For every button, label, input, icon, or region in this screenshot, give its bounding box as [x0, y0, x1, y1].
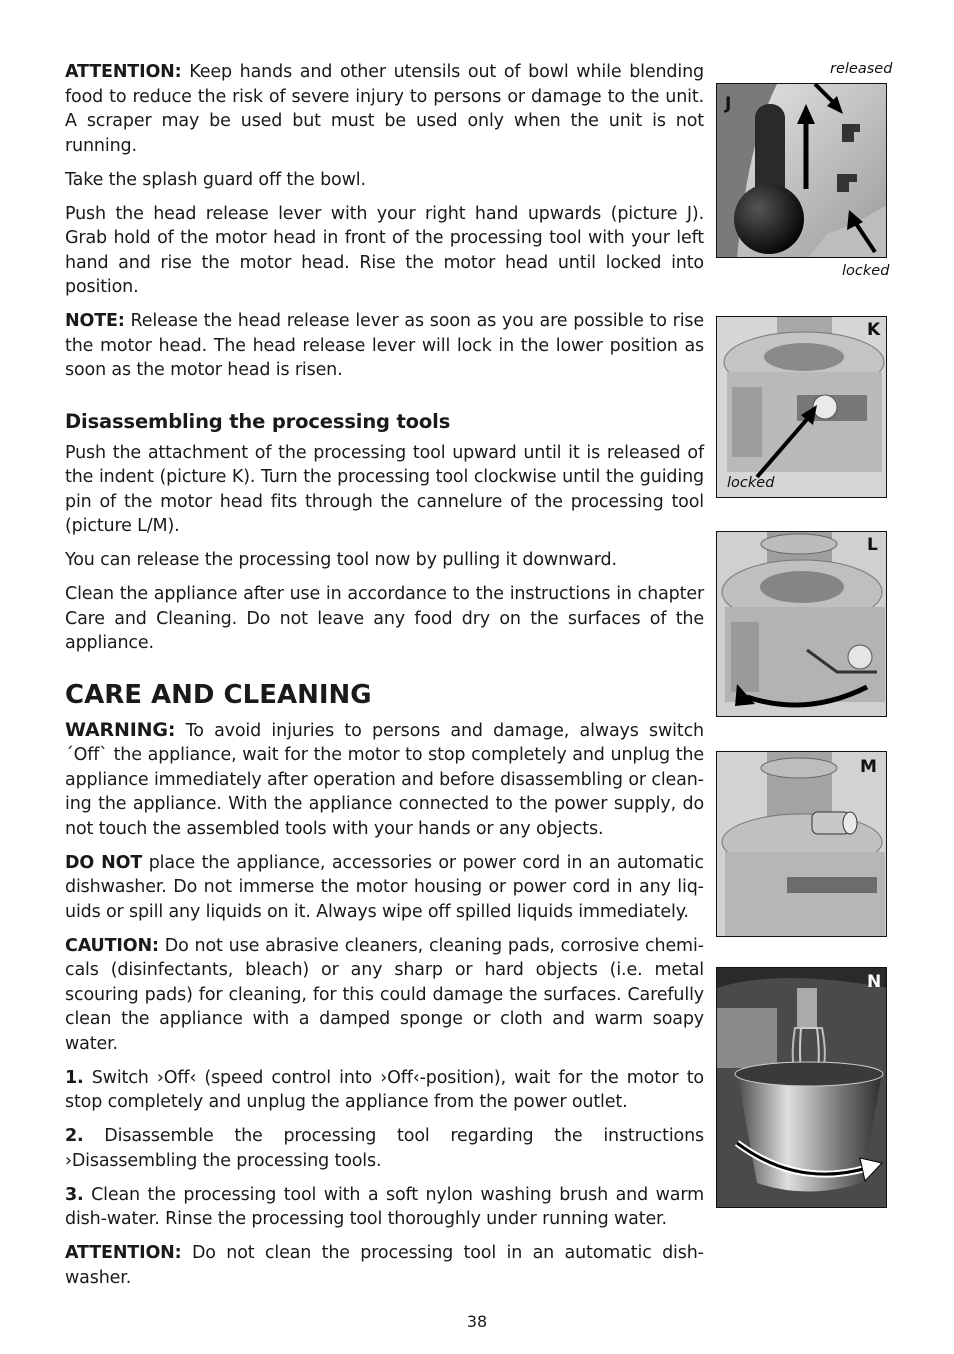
note-text: Release the head release lever as soon as you are possible to rise the motor head. The head release lever will lock in the lower position as soon as the motor head is risen.: [65, 311, 704, 380]
attention-paragraph: [65, 60, 704, 158]
figure-l-illustration: [717, 532, 887, 717]
final-attention-paragraph: [65, 1241, 704, 1290]
step-2-number: 2.: [65, 1126, 84, 1146]
figure-j-caption-locked: locked: [842, 263, 890, 279]
step-2-paragraph: [65, 1124, 704, 1173]
step-3-text: Clean the processing tool with a soft nylon washing brush and warm dish-water. Rinse the processing tool thoroughly under running water.: [65, 1184, 704, 1229]
care-cleaning-heading: CARE AND CLEANING: [65, 679, 372, 710]
main-text-column: [65, 60, 704, 1300]
caution-label: CAUTION:: [65, 935, 159, 956]
figure-k-illustration: [717, 317, 887, 498]
disassemble-paragraph: Push the attachment of the processing tool upward until it is released of the indent (picture K). Turn the processing tool clockwise until the guiding pin of the motor head fits through the cannelure of the processing tool (picture L/M).: [65, 442, 704, 536]
figure-k-caption-locked: locked: [727, 475, 775, 491]
note-paragraph: [65, 309, 704, 383]
step-1-paragraph: [65, 1066, 704, 1115]
splash-guard-paragraph: Take the splash guard off the bowl.: [65, 169, 366, 190]
caution-text: Do not use abrasive cleaners, cleaning pads, corrosive chemicals (disinfectants, bleach) or any sharp or hard objects (i.e. metal scouring pads) for cleaning, for this could damage the surfaces. Carefully clean the appliance with a damped sponge or cloth and warm soapy water.: [65, 935, 704, 1054]
figure-m-illustration: [717, 752, 887, 937]
release-paragraph: You can release the processing tool now by pulling it downward.: [65, 550, 617, 570]
figure-j-illustration: [717, 84, 887, 258]
figure-n: [716, 967, 887, 1208]
attention-label: ATTENTION:: [65, 62, 182, 82]
figure-j-caption-released: released: [830, 61, 893, 77]
figure-n-illustration: [717, 968, 887, 1208]
warning-text: To avoid injuries to persons and damage, always switch ´Off` the appliance, wait for the motor to stop completely and unplug the appliance immediately after operation and before disassembling or cleaning the appliance. With the appliance connected to the power supply, do not touch the assembled tools with your hands or any objects.: [65, 720, 704, 839]
figure-j-letter: J: [725, 94, 732, 114]
step-1-text: Switch ›Off‹ (speed control into ›Off‹-position), wait for the motor to stop completely and unplug the appliance from the power outlet.: [65, 1067, 704, 1112]
figure-m-letter: M: [860, 757, 877, 777]
clean-after-use-paragraph: Clean the appliance after use in accordance to the instructions in chapter Care and Cleaning. Do not leave any food dry on the surfaces of the appliance.: [65, 584, 704, 653]
step-3-number: 3.: [65, 1184, 84, 1205]
figure-m: [716, 751, 887, 937]
do-not-text: place the appliance, accessories or power cord in an automatic dishwasher. Do not immerse the motor housing or power cord in any liquids or spill any liquids on it. Always wipe off spilled liquids immediately.: [65, 852, 704, 922]
step-2-text: Disassemble the processing tool regarding the instructions ›Disassembling the processing tools.: [65, 1126, 704, 1171]
figure-k: [716, 316, 887, 498]
warning-paragraph: [65, 718, 704, 842]
final-attention-text: Do not clean the processing tool in an automatic dishwasher.: [65, 1243, 704, 1288]
figure-l: [716, 531, 887, 717]
attention-text: Keep hands and other utensils out of bowl while blending food to reduce the risk of severe injury to persons or damage to the unit. A scraper may be used but must be used only when the unit is not running.: [65, 62, 704, 156]
step-3-paragraph: [65, 1183, 704, 1232]
figure-l-letter: L: [867, 535, 878, 555]
figure-k-letter: K: [867, 320, 881, 340]
caution-paragraph: [65, 934, 704, 1057]
step-1-number: 1.: [65, 1067, 84, 1088]
figure-n-letter: N: [867, 972, 882, 992]
final-attention-label: ATTENTION:: [65, 1243, 182, 1263]
note-label: NOTE:: [65, 311, 125, 331]
disassembling-heading: Disassembling the processing tools: [65, 409, 451, 433]
page-number: 38: [466, 1312, 488, 1331]
warning-label: WARNING:: [65, 718, 176, 741]
figure-j: [716, 83, 887, 258]
head-release-paragraph: Push the head release lever with your right hand upwards (picture J). Grab hold of the motor head in front of the processing tool with your left hand and rise the motor head. Rise the motor head until locked into position.: [65, 203, 704, 297]
do-not-paragraph: [65, 851, 704, 925]
do-not-label: DO NOT: [65, 852, 143, 873]
